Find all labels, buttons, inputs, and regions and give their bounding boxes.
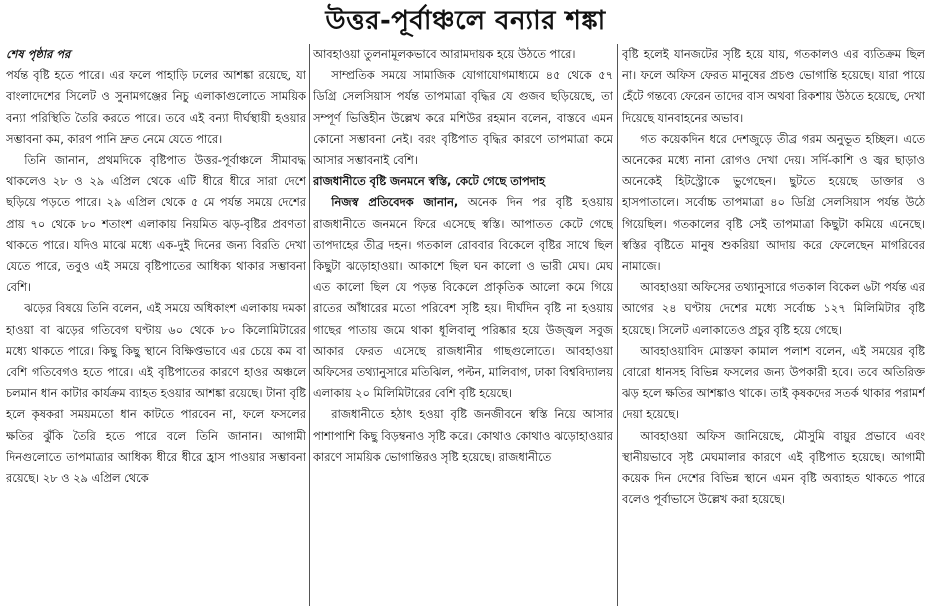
subheading: রাজধানীতে বৃষ্টি জনমনে স্বস্তি, কেটে গেছে তাপদাহ [313, 174, 546, 189]
column-rule [309, 44, 310, 606]
paragraph: পর্যন্ত বৃষ্টি হতে পারে। এর ফলে পাহাড়ি ঢলের আশঙ্কা রয়েছে, যা বাংলাদেশের সিলেট ও সুনামগঞ্জের নিচু এলাকাগুলোতে সাময়িক বন্যা পরিস্থিতি তৈরি করতে পারে। তবে এই বন্যা দীর্ঘস্থায়ী হওয়ার সম্ভাবনা কম, কারণ পানি দ্রুত নেমে যেতে পারে। [6, 68, 306, 146]
paragraph: আবহাওয়া অফিসের তথ্যানুসারে গতকাল বিকেল ৬টা পর্যন্ত এর আগের ২৪ ঘণ্টায় দেশের মধ্যে সর্বোচ্চ ১২৭ মিলিমিটার বৃষ্টি হয়েছে। সিলেট এলাকাতেও প্রচুর বৃষ্টি হয়ে গেছে। [622, 280, 925, 337]
paragraph: ঝড়ের বিষয়ে তিনি বলেন, এই সময়ে অধিকাংশ এলাকায় দমকা হাওয়া বা ঝড়ের গতিবেগ ঘণ্টায় ৬০ থেকে ৮০ কিলোমিটারের মধ্যে থাকতে পারে। কিছু কিছু স্থানে বিক্ষিপ্তভাবে এর চেয়ে কম বা বেশি গতিবেগও হতে পারে। এই বৃষ্টিপাতের কারণে হাওর অঞ্চলে চলমান ধান কাটার কার্যক্রম ব্যাহত হওয়ার আশঙ্কা রয়েছে। টানা বৃষ্টি হলে কৃষকরা সময়মতো ধান কাটতে পারবেন না, ফলে ফসলের ক্ষতির ঝুঁকি তৈরি হতে পারে বলে তিনি জানান। আগামী দিনগুলোতে তাপমাত্রার আধিক্য ধীরে ধীরে হ্রাস পাওয়ার সম্ভাবনা রয়েছে। ২৮ ও ২৯ এপ্রিল থেকে [6, 301, 306, 486]
column-1 [6, 44, 306, 610]
continuation-kicker: শেষ পৃষ্ঠার পর [6, 47, 71, 61]
paragraph-text: অনেক দিন পর বৃষ্টি হওয়ায় রাজধানীতে জনমনে ফিরে এসেছে স্বস্তি। আপাতত কেটে গেছে তাপদাহের তীব্র দহন। গতকাল রোববার বিকেলে বৃষ্টির সাথে ছিল কিছুটা ঝড়োহাওয়া। আকাশে ছিল ঘন কালো ও ভারী মেঘ। মেঘ এত কালো ছিল যে পড়ন্ত বিকেলে প্রাকৃতিক আলো কমে গিয়ে রাতের আঁধারের মতো পরিবেশ সৃষ্টি হয়। দীর্ঘদিন বৃষ্টি না হওয়ায় গাছের পাতায় জমে থাকা ধূলিবালু পরিষ্কার হয়ে উজ্জ্বল সবুজ আকার ফেরত এসেছে রাজধানীর গাছগুলোতে। আবহাওয়া অফিসের তথ্যানুসারে মতিঝিল, পল্টন, মালিবাগ, ঢাকা বিশ্ববিদ্যালয় এলাকায় ২০ মিলিমিটারের বেশি বৃষ্টি হয়েছে। [313, 195, 613, 401]
paragraph: আবহাওয়া তুলনামূলকভাবে আরামদায়ক হয়ে উঠতে পারে। [313, 47, 576, 61]
paragraph: তিনি জানান, প্রথমদিকে বৃষ্টিপাত উত্তর-পূর্বাঞ্চলে সীমাবদ্ধ থাকলেও ২৮ ও ২৯ এপ্রিল থেকে এটি ধীরে ধীরে সারা দেশে ছড়িয়ে পড়তে পারে। ২৯ এপ্রিল থেকে ৫ মে পর্যন্ত সময়ে দেশের প্রায় ৭০ থেকে ৮০ শতাংশ এলাকায় নিয়মিত ঝড়-বৃষ্টির প্রবণতা থাকতে পারে। যদিও মাঝে মধ্যে এক-দুই দিনের জন্য বিরতি দেখা যেতে পারে, তবুও এই সময়ে বৃষ্টিপাতের আধিক্য থাকার সম্ভাবনা বেশি। [6, 153, 306, 295]
paragraph: সাম্প্রতিক সময়ে সামাজিক যোগাযোগমাধ্যমে ৪৫ থেকে ৫৭ ডিগ্রি সেলসিয়াস পর্যন্ত তাপমাত্রা বৃদ্ধির যে গুজব ছড়িয়েছে, তা সম্পূর্ণ ভিত্তিহীন উল্লেখ করে মশিউর রহমান বলেন, বাস্তবে এমন কোনো সম্ভাবনা নেই। বরং বৃষ্টিপাত বৃদ্ধির কারণে তাপমাত্রা কমে আসার সম্ভাবনাই বেশি। [313, 68, 613, 168]
byline: নিজস্ব প্রতিবেদক জানান, [331, 195, 459, 210]
paragraph: গত কয়েকদিন ধরে দেশজুড়ে তীব্র গরম অনুভূত হচ্ছিল। এতে অনেকের মধ্যে নানা রোগও দেখা দেয়। সর্দি-কাশি ও জ্বর ছাড়াও অনেকেই হিটস্ট্রোকে ভুগেছেন। ছুটতে হয়েছে ডাক্তার ও হাসপাতালে। সর্বোচ্চ তাপমাত্রা ৪০ ডিগ্রি সেলসিয়াস পর্যন্ত উঠে গিয়েছিল। গতকালের বৃষ্টি সেই তাপমাত্রা কিছুটা কমিয়ে এনেছে। স্বস্তির বৃষ্টিতে মানুষ শুকরিয়া আদায় করে ফেলেছেন মাগরিবের নামাজে। [622, 131, 925, 274]
column-2 [313, 44, 613, 610]
column-3 [622, 44, 925, 610]
paragraph: রাজধানীতে হঠাৎ হওয়া বৃষ্টি জনজীবনে স্বস্তি নিয়ে আসার পাশাপাশি কিছু বিড়ম্বনাও সৃষ্টি করে। কোথাও কোথাও ঝড়োহাওয়ার কারণে সাময়িক ভোগান্তিরও সৃষ্টি হয়েছে। রাজধানীতে [313, 407, 613, 464]
paragraph: আবহাওয়া অফিস জানিয়েছে, মৌসুমি বায়ুর প্রভাবে এবং স্থানীয়ভাবে সৃষ্ট মেঘমালার কারণে এই বৃষ্টিপাত হয়েছে। আগামী কয়েক দিন দেশের বিভিন্ন স্থানে এমন বৃষ্টি অব্যাহত থাকতে পারে বলেও পূর্বাভাসে উল্লেখ করা হয়েছে। [622, 428, 925, 507]
paragraph: আবহাওয়াবিদ মোস্তফা কামাল পলাশ বলেন, এই সময়ের বৃষ্টি বোরো ধানসহ বিভিন্ন ফসলের জন্য উপকারী হবে। তবে অতিরিক্ত ঝড় হলে ক্ষতির আশঙ্কাও থাকে। তাই কৃষকদের সতর্ক থাকার পরামর্শ দেয়া হয়েছে। [622, 343, 925, 422]
column-rule [617, 44, 618, 606]
paragraph-with-byline [313, 192, 613, 404]
headline: উত্তর-পূর্বাঞ্চলে বন্যার শঙ্কা [325, 6, 606, 36]
paragraph: বৃষ্টি হলেই যানজটের সৃষ্টি হয়ে যায়, গতকালও এর ব্যতিক্রম ছিল না। ফলে অফিস ফেরত মানুষের প্রচণ্ড ভোগান্তি হয়েছে। যারা পায়ে হেঁটে গন্তব্যে ফেরেন তাদের বাস অথবা রিকশায় উঠতে হয়েছে, দেখা দিয়েছে যানবাহনের অভাব। [622, 47, 925, 125]
